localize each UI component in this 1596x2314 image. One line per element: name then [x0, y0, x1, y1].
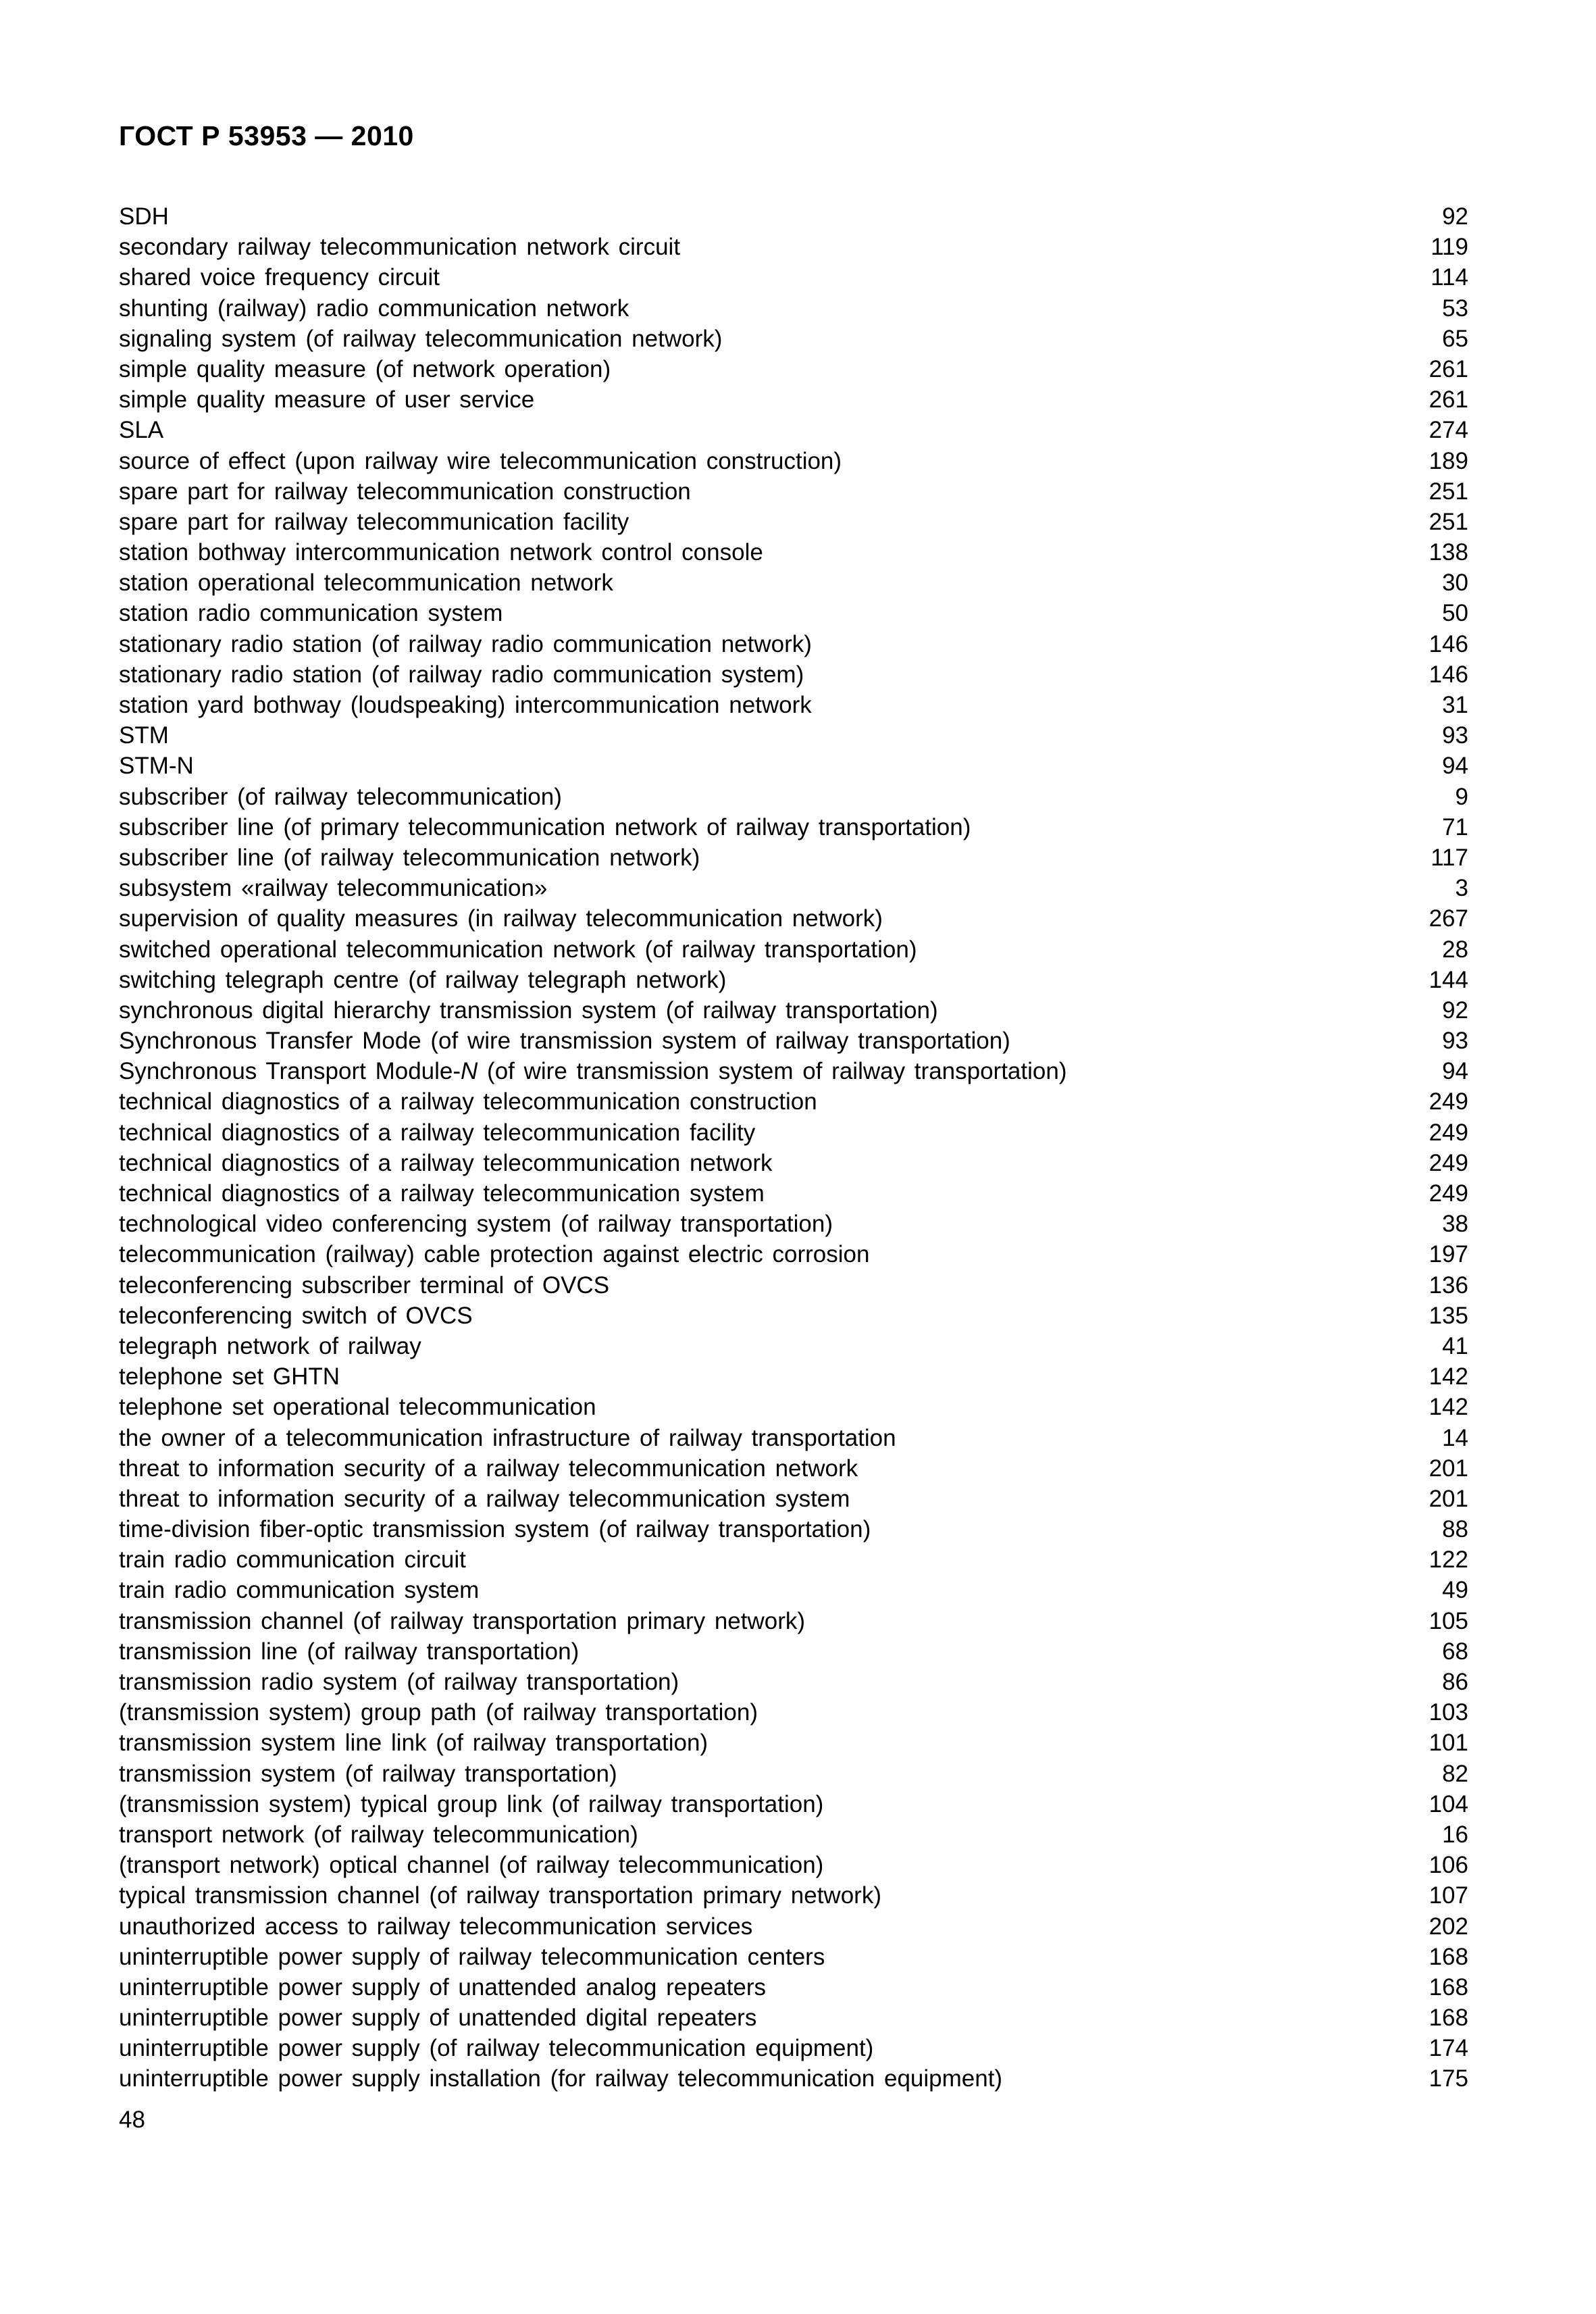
index-entry: [119, 2063, 1468, 2094]
index-entry: [119, 262, 1468, 293]
index-term: the owner of a telecommunication infrastructure of railway transportation: [119, 1424, 896, 1451]
index-page-ref: 249: [1428, 1149, 1468, 1176]
index-page-ref: 189: [1428, 447, 1468, 474]
index-entry: [119, 598, 1468, 628]
index-entry: [119, 720, 1468, 751]
index-entry: [119, 690, 1468, 720]
index-entry: [119, 659, 1468, 690]
index-page-ref: 267: [1428, 905, 1468, 932]
index-page-ref: 135: [1428, 1302, 1468, 1329]
index-term-part: (of wire transmission system of railway transportation): [478, 1058, 1067, 1085]
index-term: STM-N: [119, 753, 194, 780]
index-page-ref: 105: [1428, 1607, 1468, 1634]
index-term: technological video conferencing system (of railway transportation): [119, 1211, 833, 1238]
index-entry: [119, 1209, 1468, 1239]
index-entry: [119, 354, 1468, 384]
index-term: uninterruptible power supply of unattended analog repeaters: [119, 1973, 766, 2001]
index-term-part: Synchronous Transport Module-: [119, 1058, 461, 1085]
index-entry: [119, 1361, 1468, 1392]
index-entry: [119, 1392, 1468, 1422]
index-entry: [119, 1850, 1468, 1880]
index-term: (transmission system) typical group link (of railway transportation): [119, 1790, 824, 1817]
index-entry: [119, 1423, 1468, 1453]
index-entry: [119, 1301, 1468, 1331]
index-term: threat to information security of a railway telecommunication network: [119, 1455, 858, 1482]
index-term: [119, 1056, 1066, 1086]
index-page-ref: 94: [1442, 1058, 1468, 1085]
index-page-ref: 122: [1428, 1546, 1468, 1574]
index-term: (transmission system) group path (of railway transportation): [119, 1699, 758, 1726]
index-term: synchronous digital hierarchy transmission system (of railway transportation): [119, 997, 938, 1024]
index-entry: [119, 629, 1468, 659]
index-term: telephone set GHTN: [119, 1363, 340, 1390]
index-page-ref: 197: [1428, 1241, 1468, 1268]
index-page-ref: 142: [1428, 1363, 1468, 1390]
document-header: ГОСТ Р 53953 — 2010: [119, 120, 414, 151]
index-page-ref: 114: [1431, 264, 1468, 291]
index-entry: [119, 1880, 1468, 1911]
index-page-ref: 107: [1428, 1882, 1468, 1909]
index-page-ref: 202: [1428, 1913, 1468, 1940]
index-page-ref: 168: [1428, 2005, 1468, 2032]
index-entry: [119, 415, 1468, 445]
index-term: transmission system (of railway transportation): [119, 1760, 617, 1787]
index-entry: [119, 1484, 1468, 1514]
index-term: technical diagnostics of a railway telecommunication facility: [119, 1119, 756, 1146]
index-term: SLA: [119, 417, 164, 444]
index-page-ref: 274: [1428, 417, 1468, 444]
index-entry: [119, 2033, 1468, 2063]
index-entry: [119, 1544, 1468, 1575]
index-page-ref: 119: [1431, 234, 1468, 261]
index-page-ref: 168: [1428, 1943, 1468, 1970]
index-entry: [119, 507, 1468, 537]
index-entry: [119, 1575, 1468, 1605]
index-entry: [119, 1026, 1468, 1056]
index-term: subscriber line (of railway telecommunication network): [119, 844, 700, 871]
index-page-ref: 93: [1442, 1028, 1468, 1055]
index-page-ref: 251: [1428, 508, 1468, 535]
index-page-ref: 88: [1442, 1516, 1468, 1543]
index-page-ref: 92: [1442, 203, 1468, 230]
index-entry: [119, 934, 1468, 965]
index-page-ref: 38: [1442, 1211, 1468, 1238]
index-entry: [119, 1667, 1468, 1697]
index-entry: [119, 873, 1468, 903]
index-entry: [119, 1178, 1468, 1209]
index-term: SDH: [119, 203, 169, 230]
index-term: technical diagnostics of a railway telecommunication construction: [119, 1088, 817, 1115]
index-entry: [119, 446, 1468, 476]
index-page-ref: 146: [1428, 630, 1468, 657]
index-page-ref: 251: [1428, 478, 1468, 505]
index-page-ref: 168: [1428, 1973, 1468, 2001]
index-page-ref: 49: [1442, 1577, 1468, 1604]
index-term: telecommunication (railway) cable protection against electric corrosion: [119, 1241, 870, 1268]
index-page-ref: 101: [1428, 1730, 1468, 1757]
index-entry: [119, 324, 1468, 354]
index-term: switched operational telecommunication network (of railway transportation): [119, 936, 917, 963]
index-entry: [119, 995, 1468, 1026]
index-page-ref: 249: [1428, 1088, 1468, 1115]
index-page-ref: 138: [1428, 539, 1468, 566]
index-page-ref: 28: [1442, 936, 1468, 963]
index-entry: [119, 903, 1468, 934]
index-term: teleconferencing subscriber terminal of OVCS: [119, 1272, 610, 1299]
index-term: telegraph network of railway: [119, 1332, 421, 1359]
index-page-ref: 31: [1442, 692, 1468, 718]
index-entry: [119, 1117, 1468, 1148]
index-entry: [119, 201, 1468, 232]
index-entry: [119, 2003, 1468, 2033]
index-entry: [119, 1239, 1468, 1269]
index-term: switching telegraph centre (of railway telegraph network): [119, 966, 727, 993]
index-term: technical diagnostics of a railway telecommunication network: [119, 1149, 773, 1176]
index-page-ref: 201: [1428, 1485, 1468, 1512]
index-term: supervision of quality measures (in railway telecommunication network): [119, 905, 883, 932]
index-page-ref: 41: [1442, 1332, 1468, 1359]
index-term: telephone set operational telecommunication: [119, 1394, 596, 1421]
index-term-italic: N: [461, 1058, 478, 1085]
index-term: station bothway intercommunication network control console: [119, 539, 763, 566]
index-entry: [119, 293, 1468, 324]
index-page-ref: 136: [1428, 1272, 1468, 1299]
index-entry: [119, 1911, 1468, 1942]
index-term: uninterruptible power supply (of railway telecommunication equipment): [119, 2035, 874, 2062]
index-page-ref: 104: [1428, 1790, 1468, 1817]
index-term: subscriber (of railway telecommunication): [119, 783, 562, 810]
index-page-ref: 117: [1431, 844, 1468, 871]
index-page-ref: 174: [1428, 2035, 1468, 2062]
index-term: STM: [119, 722, 169, 749]
index-term: simple quality measure of user service: [119, 386, 535, 413]
index-entry: [119, 1759, 1468, 1789]
index-page-ref: 142: [1428, 1394, 1468, 1421]
index-page-ref: 249: [1428, 1180, 1468, 1207]
index-term: threat to information security of a railway telecommunication system: [119, 1485, 850, 1512]
index-term: secondary railway telecommunication network circuit: [119, 234, 681, 261]
index-term: spare part for railway telecommunication construction: [119, 478, 691, 505]
index-list: [119, 201, 1468, 2094]
index-term: teleconferencing switch of OVCS: [119, 1302, 473, 1329]
index-entry: [119, 537, 1468, 568]
index-page-ref: 92: [1442, 997, 1468, 1024]
index-entry: [119, 1270, 1468, 1301]
index-term: signaling system (of railway telecommunication network): [119, 325, 723, 352]
index-entry: [119, 1636, 1468, 1667]
index-term: Synchronous Transfer Mode (of wire transmission system of railway transportation): [119, 1028, 1010, 1055]
index-term: (transport network) optical channel (of railway telecommunication): [119, 1852, 824, 1879]
index-page-ref: 106: [1428, 1852, 1468, 1879]
index-entry: [119, 232, 1468, 262]
index-page-ref: 68: [1442, 1638, 1468, 1665]
index-page-ref: 261: [1428, 386, 1468, 413]
index-page-ref: 144: [1428, 966, 1468, 993]
index-page-ref: 53: [1442, 295, 1468, 322]
index-entry: [119, 1606, 1468, 1636]
index-page-ref: 93: [1442, 722, 1468, 749]
index-entry: [119, 1453, 1468, 1484]
index-entry: [119, 1942, 1468, 1972]
index-term: simple quality measure (of network operation): [119, 355, 611, 382]
index-term: train radio communication circuit: [119, 1546, 466, 1574]
index-entry: [119, 812, 1468, 842]
index-term: station operational telecommunication network: [119, 570, 613, 597]
index-entry: [119, 1148, 1468, 1178]
index-entry: [119, 751, 1468, 781]
index-term: stationary radio station (of railway radio communication system): [119, 661, 804, 688]
index-term: subsystem «railway telecommunication»: [119, 875, 548, 902]
index-entry: [119, 1056, 1468, 1086]
index-page-ref: 249: [1428, 1119, 1468, 1146]
index-term: uninterruptible power supply of unattended digital repeaters: [119, 2005, 757, 2032]
index-entry: [119, 384, 1468, 415]
index-term: train radio communication system: [119, 1577, 480, 1604]
index-term: station radio communication system: [119, 600, 503, 627]
index-page-ref: 9: [1455, 783, 1468, 810]
index-entry: [119, 842, 1468, 873]
index-term: spare part for railway telecommunication facility: [119, 508, 629, 535]
index-entry: [119, 965, 1468, 995]
index-page-ref: 103: [1428, 1699, 1468, 1726]
index-entry: [119, 1514, 1468, 1544]
index-entry: [119, 1331, 1468, 1361]
index-page-ref: 14: [1442, 1424, 1468, 1451]
index-page-ref: 146: [1428, 661, 1468, 688]
page-number: 48: [119, 2107, 145, 2133]
index-entry: [119, 1697, 1468, 1728]
index-term: source of effect (upon railway wire telecommunication construction): [119, 447, 842, 474]
index-page-ref: 94: [1442, 753, 1468, 780]
index-term: shunting (railway) radio communication network: [119, 295, 629, 322]
index-entry: [119, 476, 1468, 507]
index-page-ref: 261: [1428, 355, 1468, 382]
index-term: time-division fiber-optic transmission system (of railway transportation): [119, 1516, 871, 1543]
index-entry: [119, 1819, 1468, 1850]
index-term: station yard bothway (loudspeaking) intercommunication network: [119, 692, 812, 718]
index-term: transmission line (of railway transportation): [119, 1638, 580, 1665]
index-page-ref: 71: [1442, 813, 1468, 840]
index-entry: [119, 1789, 1468, 1819]
index-page-ref: 65: [1442, 325, 1468, 352]
index-term: technical diagnostics of a railway telecommunication system: [119, 1180, 765, 1207]
index-term: transmission channel (of railway transportation primary network): [119, 1607, 806, 1634]
index-page-ref: 175: [1428, 2065, 1468, 2092]
index-term: transmission system line link (of railway transportation): [119, 1730, 709, 1757]
index-entry: [119, 1728, 1468, 1758]
index-term: stationary radio station (of railway radio communication network): [119, 630, 812, 657]
index-page-ref: 86: [1442, 1669, 1468, 1695]
index-page-ref: 201: [1428, 1455, 1468, 1482]
index-term: typical transmission channel (of railway transportation primary network): [119, 1882, 881, 1909]
index-term: subscriber line (of primary telecommunication network of railway transportation): [119, 813, 971, 840]
index-page-ref: 3: [1455, 875, 1468, 902]
index-term: transmission radio system (of railway transportation): [119, 1669, 679, 1695]
index-entry: [119, 1972, 1468, 2003]
index-entry: [119, 782, 1468, 812]
index-page-ref: 82: [1442, 1760, 1468, 1787]
index-term: uninterruptible power supply installation (for railway telecommunication equipment): [119, 2065, 1003, 2092]
index-term: shared voice frequency circuit: [119, 264, 440, 291]
index-page-ref: 16: [1442, 1821, 1468, 1848]
index-entry: [119, 568, 1468, 598]
index-page-ref: 30: [1442, 570, 1468, 597]
index-entry: [119, 1086, 1468, 1117]
index-term: transport network (of railway telecommunication): [119, 1821, 638, 1848]
index-term: uninterruptible power supply of railway telecommunication centers: [119, 1943, 825, 1970]
index-page-ref: 50: [1442, 600, 1468, 627]
index-term: unauthorized access to railway telecommunication services: [119, 1913, 753, 1940]
